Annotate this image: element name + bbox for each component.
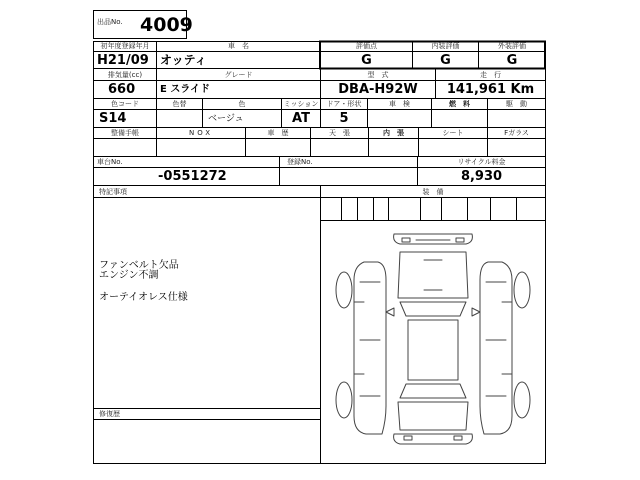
maintenance-book-label: 整備手帳: [111, 129, 139, 137]
repair-history-label: 修復歴: [99, 410, 120, 418]
color-value: ベージュ: [208, 114, 244, 124]
doors-value: 5: [339, 111, 349, 126]
drive-label: 駆 動: [506, 100, 527, 108]
car-name-value: オッティ: [160, 53, 207, 67]
headliner-label: 天 張: [329, 129, 350, 137]
model-value: DBA-H92W: [338, 82, 418, 97]
color-code-value: S14: [99, 111, 127, 126]
transmission-label: ミッション: [283, 100, 319, 108]
color-code-label: 色コード: [111, 100, 139, 108]
remarks-label: 特記事項: [99, 188, 127, 196]
exterior-score-label: 外装評価: [498, 42, 526, 50]
mileage-label: 走 行: [480, 71, 501, 79]
grade-label: グレード: [224, 71, 253, 79]
car-damage-diagram: [320, 220, 545, 463]
exterior-score-value: G: [506, 53, 518, 68]
chassis-number-value: -0551272: [158, 169, 227, 184]
grade-value: E スライド: [160, 84, 211, 95]
first-registration-value: H21/09: [97, 53, 149, 68]
recycle-fee-value: 8,930: [460, 169, 503, 184]
nox-label: NOX: [188, 129, 214, 137]
color-change-label: 色替: [172, 100, 187, 108]
mileage-value: 141,961 Km: [446, 82, 535, 97]
doors-label: ドア・形状: [326, 100, 362, 108]
interior-lining-label: 内 張: [383, 129, 404, 137]
displacement-value: 660: [108, 82, 136, 97]
model-label: 型 式: [367, 71, 389, 79]
lot-number-value: 4009: [140, 14, 193, 36]
score-value: G: [361, 53, 372, 68]
chassis-number-label: 車台No.: [97, 158, 123, 166]
interior-score-label: 内装評価: [431, 42, 460, 50]
recycle-fee-label: リサイクル料金: [457, 158, 506, 166]
transmission-value: AT: [292, 111, 310, 126]
seat-label: シート: [442, 129, 464, 137]
interior-score-value: G: [440, 53, 451, 68]
remark-line: オーテイオレス仕様: [99, 292, 188, 303]
front-glass-label: Fガラス: [504, 129, 529, 137]
displacement-label: 排気量(cc): [107, 71, 143, 79]
remark-line: エンジン不調: [99, 270, 159, 281]
registration-number-label: 登録No.: [287, 158, 313, 166]
lot-number-label: 出品No.: [97, 18, 123, 26]
color-label: 色: [238, 100, 246, 108]
inspection-label: 車 検: [389, 100, 410, 108]
remark-line: ファンベルト欠品: [99, 260, 179, 271]
fuel-label: 燃 料: [449, 100, 470, 108]
score-label: 評価点: [356, 42, 377, 50]
car-history-label: 車 歴: [267, 129, 289, 137]
first-registration-label: 初年度登録年月: [100, 42, 150, 50]
equipment-label: 装 備: [422, 188, 444, 196]
car-name-label: 車 名: [228, 42, 249, 50]
